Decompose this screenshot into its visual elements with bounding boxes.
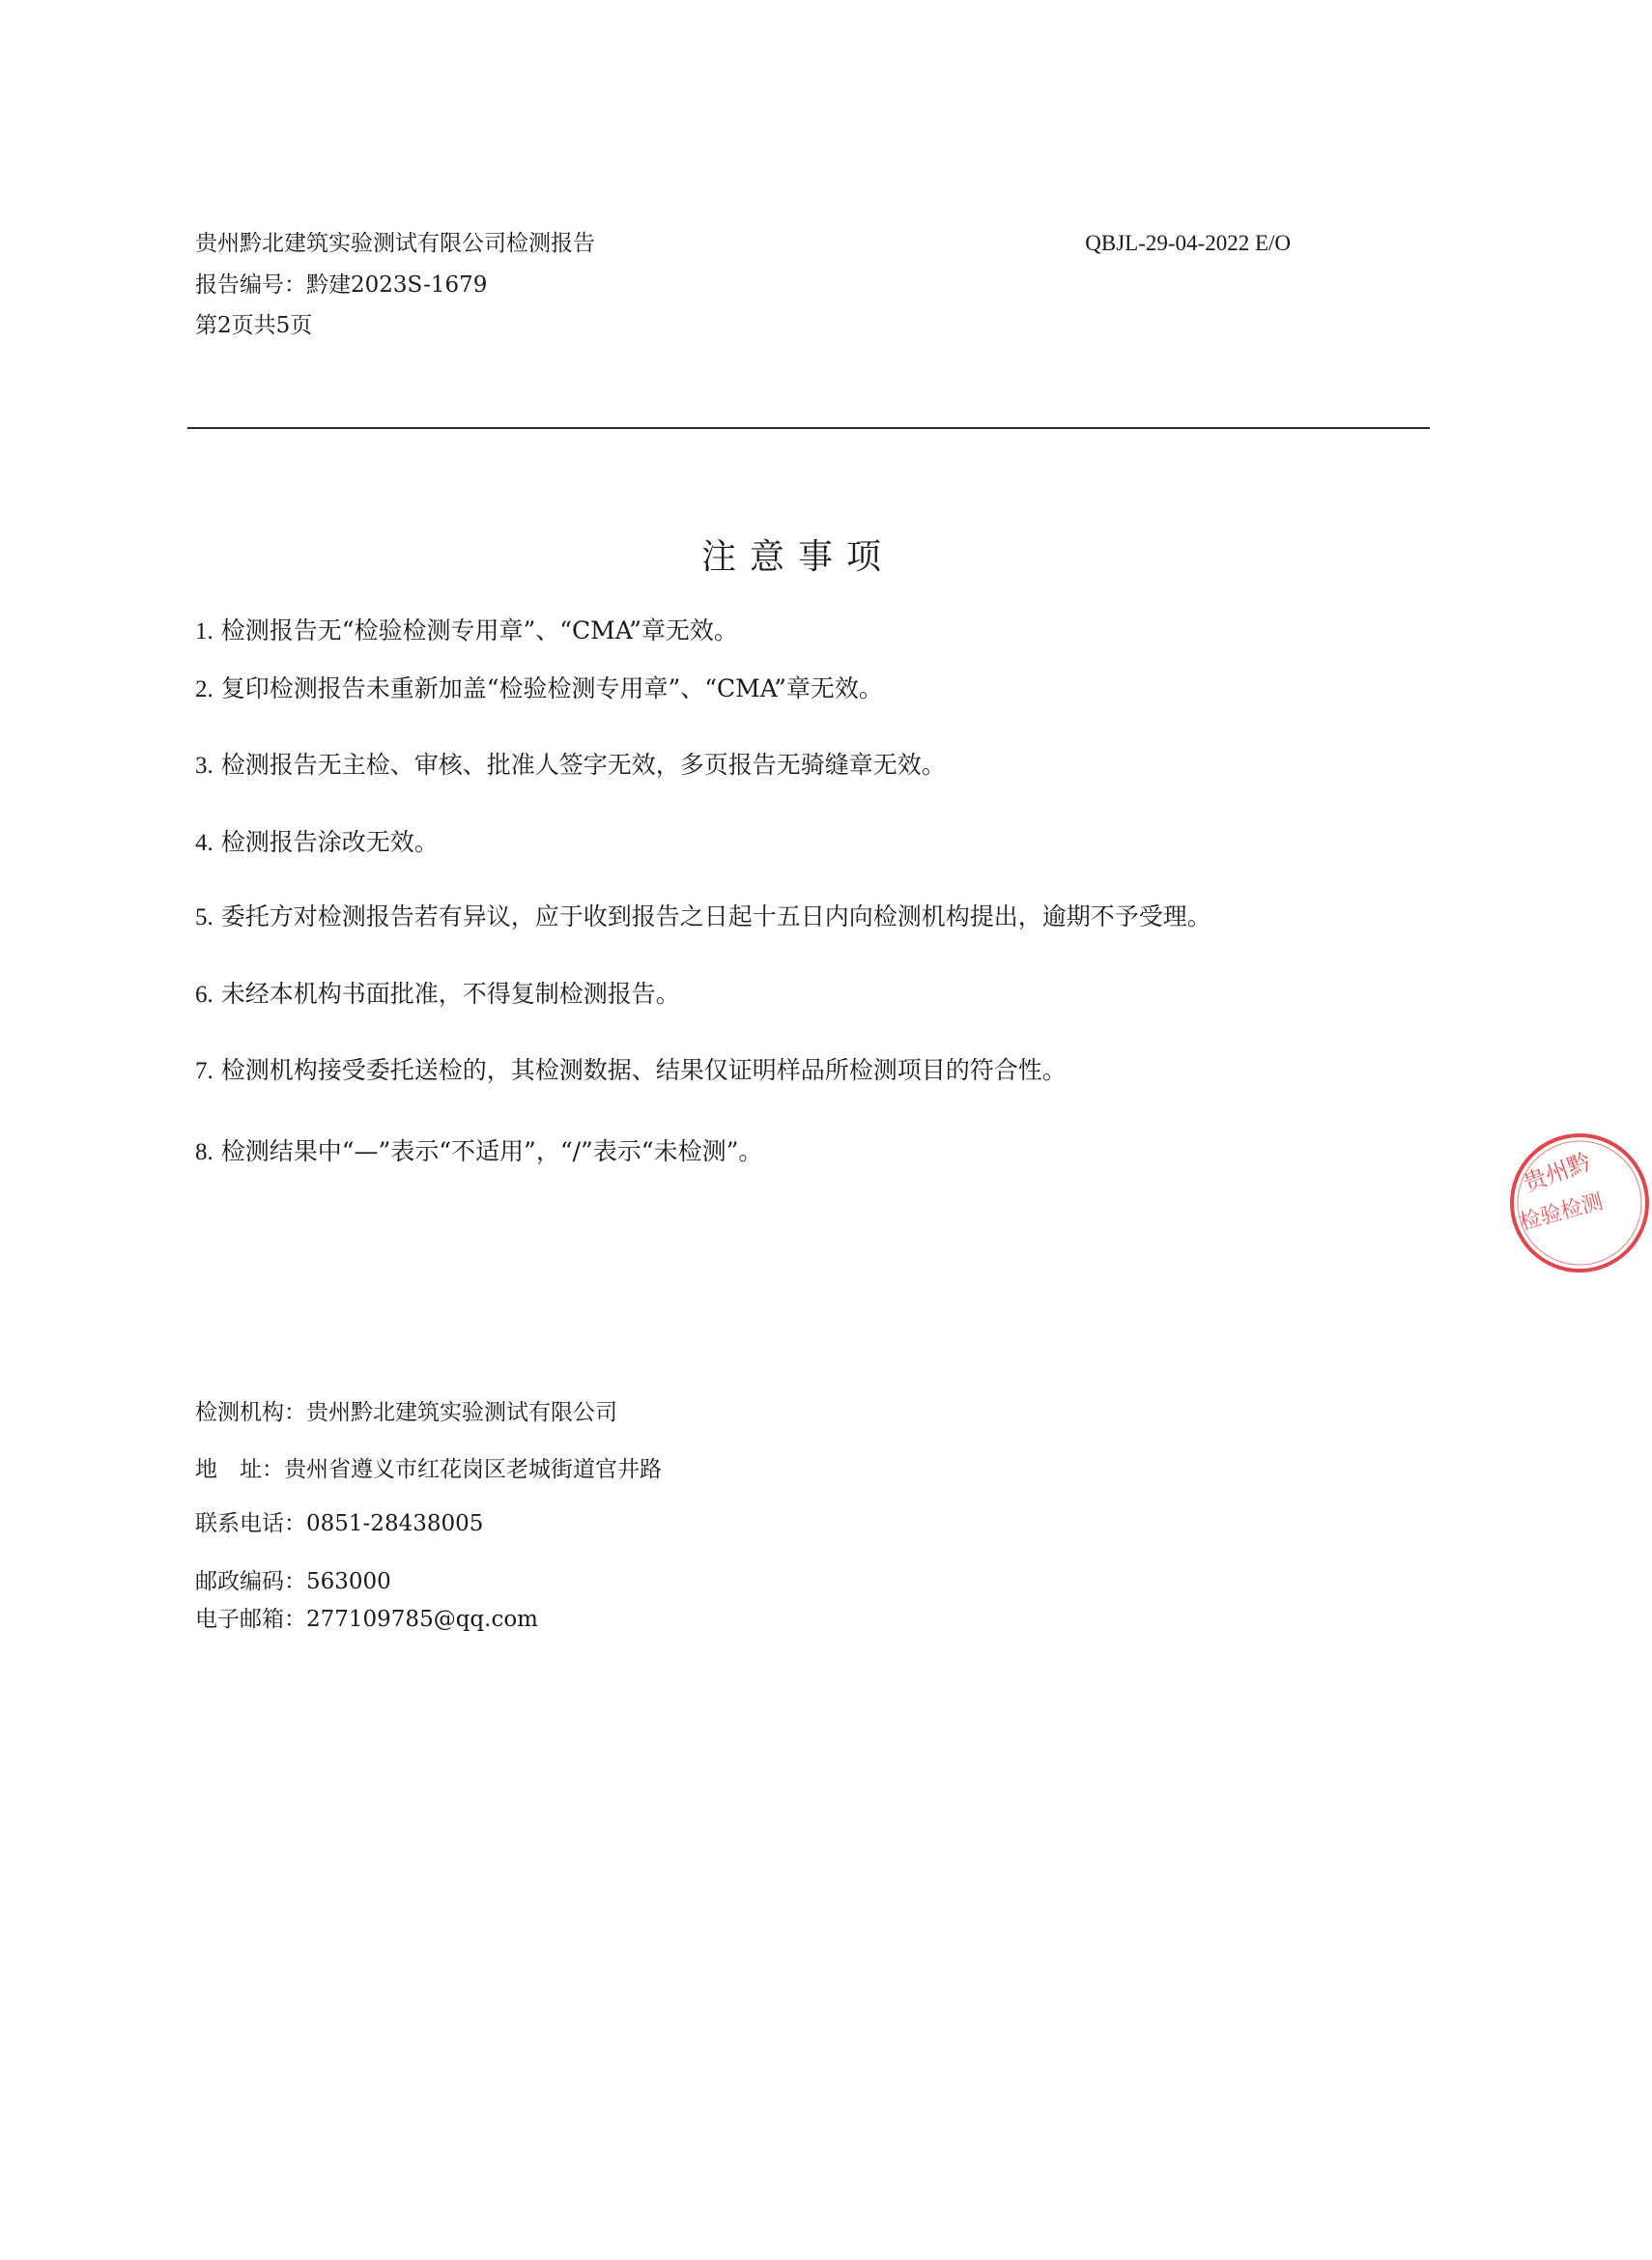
notice-number: 1. xyxy=(195,618,214,644)
report-header-title: 贵州黔北建筑实验测试有限公司检测报告 xyxy=(195,231,595,256)
notice-text: 检测机构接受委托送检的，其检测数据、结果仅证明样品所检测项目的符合性。 xyxy=(220,1056,1067,1084)
notice-item-1 xyxy=(195,615,738,647)
contact-value: 贵州黔北建筑实验测试有限公司 xyxy=(306,1400,617,1425)
contact-label: 电子邮箱： xyxy=(195,1607,306,1632)
contact-label: 联系电话： xyxy=(195,1511,306,1536)
contact-label: 检测机构： xyxy=(195,1400,306,1425)
notice-title: 注意事项 xyxy=(700,537,895,577)
contact-zip xyxy=(195,1567,391,1596)
notice-text: 检测报告无“检验检测专用章”、“CMA”章无效。 xyxy=(220,616,738,644)
notice-number: 8. xyxy=(195,1139,214,1165)
contact-organization xyxy=(195,1398,617,1427)
contact-value: 277109785@qq.com xyxy=(306,1607,538,1632)
notice-number: 7. xyxy=(195,1058,214,1084)
notice-item-4 xyxy=(195,827,439,859)
page-info: 第2页共5页 xyxy=(195,313,313,338)
notice-number: 2. xyxy=(195,676,214,702)
contact-value: 贵州省遵义市红花岗区老城街道官井路 xyxy=(284,1457,662,1482)
contact-phone xyxy=(195,1509,483,1538)
red-seal-stamp xyxy=(1507,1044,1652,1362)
notice-text: 未经本机构书面批准，不得复制检测报告。 xyxy=(220,980,680,1008)
header-divider xyxy=(187,427,1430,429)
notice-item-5 xyxy=(195,901,1211,933)
notice-text: 检测结果中“—”表示“不适用”，“/”表示“未检测”。 xyxy=(220,1137,763,1165)
contact-address xyxy=(195,1455,662,1484)
contact-value: 0851-28438005 xyxy=(306,1511,484,1536)
notice-text: 复印检测报告未重新加盖“检验检测专用章”、“CMA”章无效。 xyxy=(220,674,883,702)
notice-item-3 xyxy=(195,750,946,782)
notice-item-8 xyxy=(195,1136,762,1168)
svg-text:检验检测: 检验检测 xyxy=(1517,1189,1606,1236)
document-code: QBJL-29-04-2022 E/O xyxy=(1085,231,1291,255)
notice-number: 5. xyxy=(195,904,214,930)
notice-number: 4. xyxy=(195,830,214,856)
contact-label: 地 址： xyxy=(195,1457,284,1482)
report-number: 报告编号：黔建2023S-1679 xyxy=(195,272,488,298)
notice-item-6 xyxy=(195,979,680,1011)
notice-text: 委托方对检测报告若有异议，应于收到报告之日起十五日内向检测机构提出，逾期不予受理。 xyxy=(220,902,1211,930)
notice-text: 检测报告涂改无效。 xyxy=(220,828,439,856)
notice-number: 3. xyxy=(195,753,214,779)
svg-text:贵州黔: 贵州黔 xyxy=(1520,1148,1595,1198)
notice-number: 6. xyxy=(195,982,214,1008)
notice-text: 检测报告无主检、审核、批准人签字无效，多页报告无骑缝章无效。 xyxy=(220,751,946,779)
contact-value: 563000 xyxy=(306,1569,391,1594)
contact-email xyxy=(195,1605,538,1634)
notice-item-2 xyxy=(195,673,883,705)
contact-label: 邮政编码： xyxy=(195,1569,306,1594)
notice-item-7 xyxy=(195,1055,1067,1087)
